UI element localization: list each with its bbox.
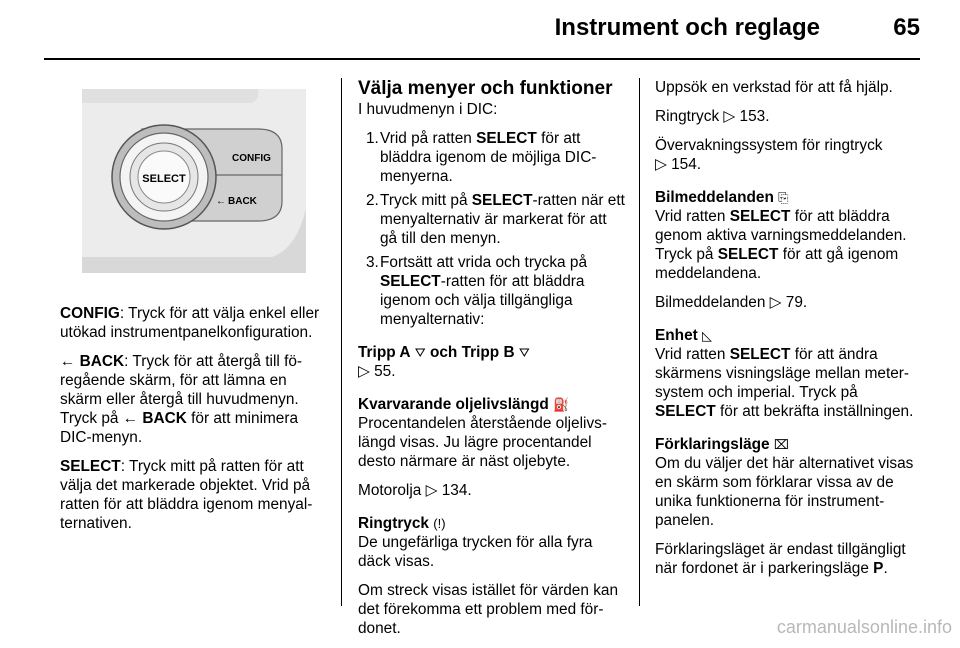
steps-list bbox=[358, 129, 626, 329]
tire-section: Ringtryck (!) De ungefärliga trycken för alla fyra däck visas. bbox=[358, 515, 593, 570]
back-button-label: BACK bbox=[228, 196, 257, 207]
oil-section: Kvarvarande oljelivslängd ⛽ Procentandelen återstående oljelivslängd visas. Ju lägre procentandel desto närmare är näst oljebyte. bbox=[358, 396, 607, 470]
dic-controls-illustration bbox=[82, 89, 306, 273]
select-paragraph: SELECT: Tryck mitt på ratten för att välja det markerade objektet. Vrid på ratten för att bläddra igenom menyalternativen. bbox=[60, 458, 313, 532]
info-mode-section: Förklaringsläge ⌧ Om du väljer det här alternativet visas en skärm som förklarar vissa av de unika funktionerna för instrumentpanelen. bbox=[655, 436, 914, 529]
column-divider bbox=[341, 78, 342, 606]
tire-pressure-icon: (!) bbox=[433, 516, 446, 531]
info-mode-note: Förklaringsläget är endast tillgängligt när fordonet är i parkeringsläge P. bbox=[655, 541, 906, 577]
oil-reference: Motorolja ▷ 134. bbox=[358, 482, 472, 499]
trip-heading: Tripp A ⛛ och Tripp B ⛛ ▷ 55. bbox=[358, 344, 530, 380]
reference-icon: ▷ bbox=[425, 482, 438, 499]
trip-icon: ⛛ bbox=[414, 345, 426, 360]
info-mode-icon: ⌧ bbox=[773, 437, 789, 452]
monitor-reference: Övervakningssystem för ringtryck ▷ 154. bbox=[655, 137, 883, 173]
list-item: 1. Vrid på ratten SELECT för att bläddra igenom de möjliga DIC-menyerna. bbox=[366, 130, 597, 185]
config-paragraph: CONFIG: Tryck för att välja enkel eller utökad instrumentpanelkonfiguration. bbox=[60, 305, 320, 341]
page-number: 65 bbox=[893, 14, 920, 41]
column-3 bbox=[655, 78, 925, 588]
vehicle-messages-reference: Bilmeddelanden ▷ 79. bbox=[655, 294, 808, 311]
back-paragraph: ← BACK: Tryck för att återgå till föregående skärm, för att lämna en skärm eller återgå till huvudmenyn. Tryck på ← BACK för att minimera DIC-menyn. bbox=[60, 353, 303, 446]
intro-text: I huvudmenyn i DIC: bbox=[358, 101, 498, 118]
section-heading: Välja menyer och funktioner bbox=[358, 78, 613, 99]
workshop-text: Uppsök en verkstad för att få hjälp. bbox=[655, 79, 893, 96]
page-header-title: Instrument och reglage bbox=[554, 14, 820, 41]
trip-icon: ⛛ bbox=[518, 345, 530, 360]
message-icon: ⎘ bbox=[778, 190, 789, 205]
column-2 bbox=[358, 78, 626, 648]
oil-can-icon: ⛽ bbox=[553, 397, 570, 412]
vehicle-messages-section: Bilmeddelanden ⎘ Vrid ratten SELECT för att bläddra genom aktiva varningsmeddelanden. Tryck på SELECT för att gå igenom meddelandena. bbox=[655, 189, 907, 282]
unit-section: Enhet ◺ Vrid ratten SELECT för att ändra skärmens visningsläge mellan meter-system och imperial. Tryck på SELECT för att bekräfta inställningen. bbox=[655, 327, 914, 420]
tire-warning-text: Om streck visas istället för värden kan det förekomma ett problem med fördonet. bbox=[358, 582, 619, 637]
reference-icon: ▷ bbox=[655, 156, 667, 173]
select-knob-label: SELECT bbox=[142, 173, 186, 185]
config-button-label: CONFIG bbox=[232, 153, 271, 164]
unit-icon: ◺ bbox=[702, 328, 713, 343]
tire-reference: Ringtryck ▷ 153. bbox=[655, 108, 770, 125]
list-item: 2. Tryck mitt på SELECT-ratten när ett menyalternativ är markerat för att gå till den menyn. bbox=[366, 192, 625, 247]
column-1 bbox=[60, 304, 328, 543]
reference-icon: ▷ bbox=[769, 294, 782, 311]
header-rule bbox=[44, 58, 920, 60]
reference-icon: ▷ bbox=[358, 363, 370, 380]
list-item: 3. Fortsätt att vrida och trycka på SELECT-ratten för att bläddra igenom och välja tillgängliga menyalternativ: bbox=[366, 254, 587, 328]
back-arrow-glyph: ← bbox=[216, 196, 226, 207]
reference-icon: ▷ bbox=[723, 108, 736, 125]
back-arrow-icon: ← bbox=[60, 353, 76, 370]
watermark: carmanualsonline.info bbox=[776, 617, 952, 637]
column-divider bbox=[639, 78, 640, 606]
